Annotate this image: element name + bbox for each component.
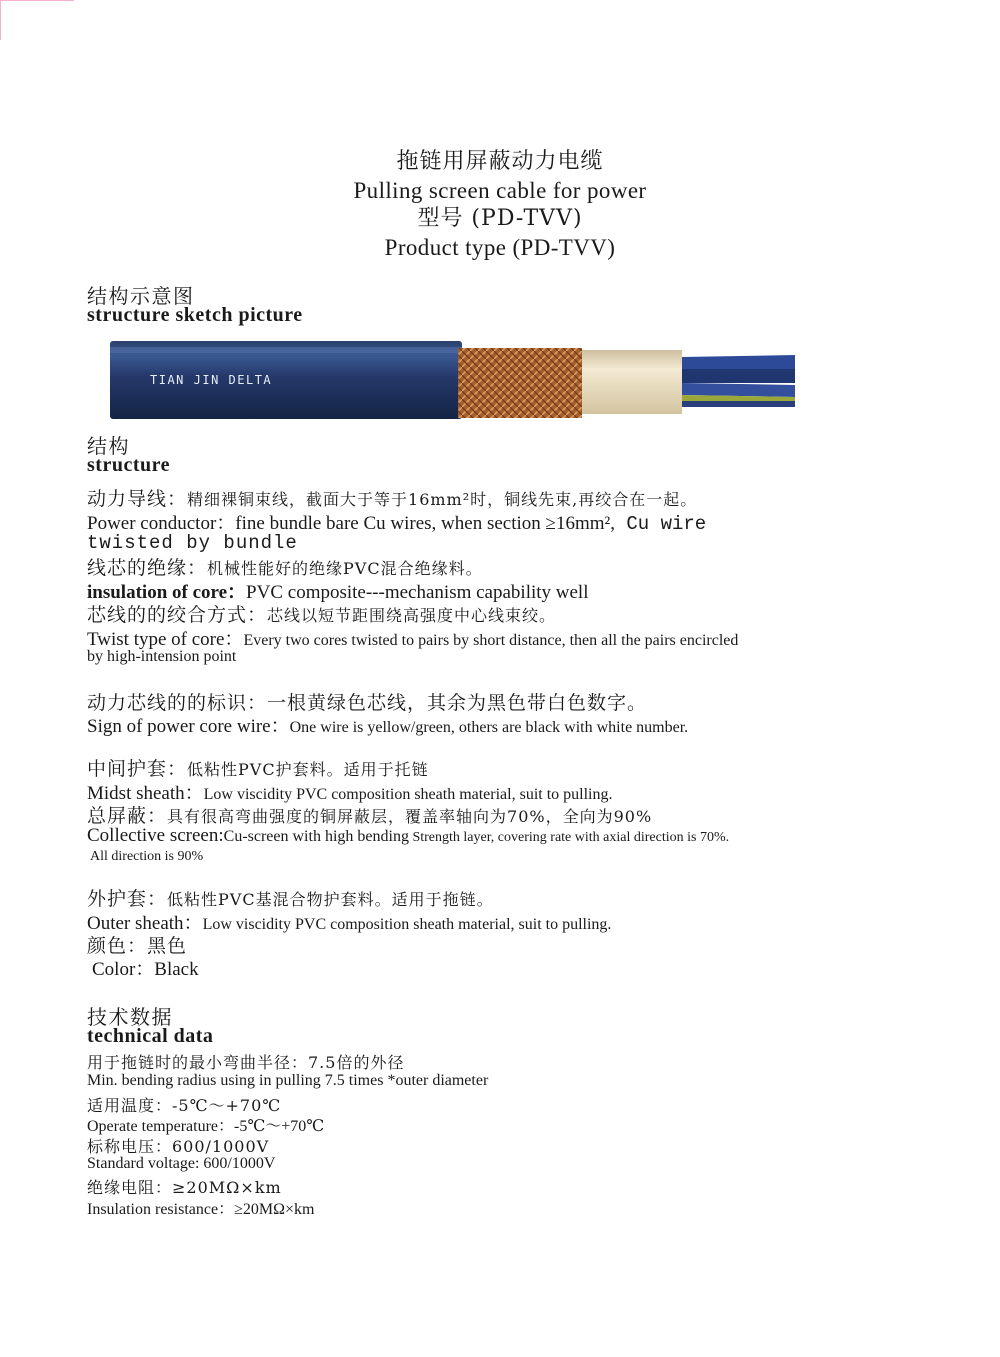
voltage-en: Standard voltage: 600/1000V: [87, 1155, 276, 1172]
structure-heading-zh: 结构: [87, 434, 130, 458]
temperature-zh: 适用温度：-5℃～+70℃: [87, 1096, 282, 1115]
conductor-zh-label: 动力导线：: [87, 488, 188, 510]
midst-zh-line: [87, 754, 429, 781]
insulation-en-label: insulation of core：: [87, 582, 247, 603]
twist-en-continuation: by high-intension point: [87, 648, 237, 665]
screen-en-text-2: Strength layer, covering rate with axial direction is 70%.: [408, 830, 730, 845]
midst-zh-text: 低粘性PVC护套料。适用于托链: [187, 760, 429, 779]
technical-heading-en: technical data: [87, 1025, 214, 1047]
bend-radius-zh: 用于拖链时的最小弯曲半径：7.5倍的外径: [87, 1053, 405, 1072]
title-en: Pulling screen cable for power: [353, 177, 647, 203]
conductor-en-line: [87, 508, 706, 535]
sign-zh-text: 一根黄绿色芯线，其余为黑色带白色数字。: [267, 692, 648, 714]
structure-heading-en: structure: [87, 454, 170, 476]
sketch-heading-zh: 结构示意图: [87, 284, 195, 308]
sketch-heading-en: structure sketch picture: [87, 304, 303, 326]
outer-zh-line: [87, 884, 494, 911]
sign-en-text: One wire is yellow/green, others are black with white number.: [289, 719, 689, 736]
crop-mark-vertical: [0, 0, 1, 40]
sign-en-label: Sign of power core wire：: [87, 716, 290, 737]
color-zh: 颜色：黑色: [87, 935, 188, 957]
resistance-zh: 绝缘电阻：≥20MΩ×km: [87, 1178, 282, 1197]
conductor-en-label: Power conductor：: [87, 513, 236, 534]
screen-en-text: Cu-screen with high bending: [223, 828, 409, 845]
conductor-en-tail: Cu wire: [614, 513, 707, 535]
insulation-en-text: PVC composite---mechanism capability well: [246, 582, 589, 603]
midst-zh-label: 中间护套：: [87, 758, 188, 780]
screen-zh-line: [87, 801, 652, 828]
technical-heading-zh: 技术数据: [87, 1005, 173, 1029]
crop-mark-horizontal: [0, 0, 74, 1]
conductor-zh-line: [87, 484, 697, 511]
temperature-en: Operate temperature：-5℃～+70℃: [87, 1118, 325, 1135]
midst-en-label: Midst sheath：: [87, 783, 204, 804]
screen-en-line: [87, 825, 729, 847]
insulation-zh-text: 机械性能好的绝缘PVC混合绝缘料。: [207, 559, 483, 578]
twist-en-line: [87, 624, 738, 651]
title-block: [0, 148, 1000, 262]
outer-en-text: Low viscidity PVC composition sheath material, suit to pulling.: [202, 916, 612, 933]
conductor-zh-text: 精细裸铜束线，截面大于等于16mm²时，铜线先束,再绞合在一起。: [187, 490, 698, 509]
outer-zh-label: 外护套：: [87, 888, 168, 910]
screen-en-label: Collective screen:: [87, 825, 224, 846]
screen-en-continuation: All direction is 90%: [90, 849, 204, 864]
cable-print-text: TIAN JIN DELTA: [150, 373, 273, 387]
screen-zh-text: 具有很高弯曲强度的铜屏蔽层，覆盖率轴向为70%，全向为90%: [167, 807, 653, 826]
cable-sketch-image: [110, 335, 795, 427]
twist-zh-label: 芯线的的绞合方式：: [87, 604, 268, 626]
title-zh: 拖链用屏蔽动力电缆: [396, 149, 604, 174]
color-en: Color：Black: [92, 959, 199, 980]
twist-zh-text: 芯线以短节距围绕高强度中心线束绞。: [267, 606, 557, 625]
insulation-zh-label: 线芯的绝缘：: [87, 557, 208, 579]
voltage-zh: 标称电压：600/1000V: [87, 1137, 270, 1156]
insulation-zh-line: [87, 553, 483, 580]
twist-zh-line: [87, 600, 556, 627]
outer-zh-text: 低粘性PVC基混合物护套料。适用于拖链。: [167, 890, 494, 909]
twist-en-label: Twist type of core：: [87, 629, 244, 650]
model-zh: 型号 (PD-TVV): [417, 206, 583, 231]
conductor-en-continuation: twisted by bundle: [87, 532, 298, 554]
screen-zh-label: 总屏蔽：: [87, 805, 168, 827]
bend-radius-en: Min. bending radius using in pulling 7.5 times *outer diameter: [87, 1072, 489, 1089]
resistance-en: Insulation resistance：≥20MΩ×km: [87, 1201, 315, 1218]
conductor-en-text: fine bundle bare Cu wires, when section ≥16mm²,: [235, 513, 615, 534]
sign-en-line: [87, 711, 688, 738]
outer-en-label: Outer sheath：: [87, 913, 203, 934]
model-en: Product type (PD-TVV): [384, 234, 616, 260]
sign-zh-label: 动力芯线的的标识：: [87, 692, 268, 714]
twist-en-text: Every two cores twisted to pairs by short distance, then all the pairs encircled: [243, 632, 739, 649]
midst-en-text: Low viscidity PVC composition sheath material, suit to pulling.: [203, 786, 613, 803]
